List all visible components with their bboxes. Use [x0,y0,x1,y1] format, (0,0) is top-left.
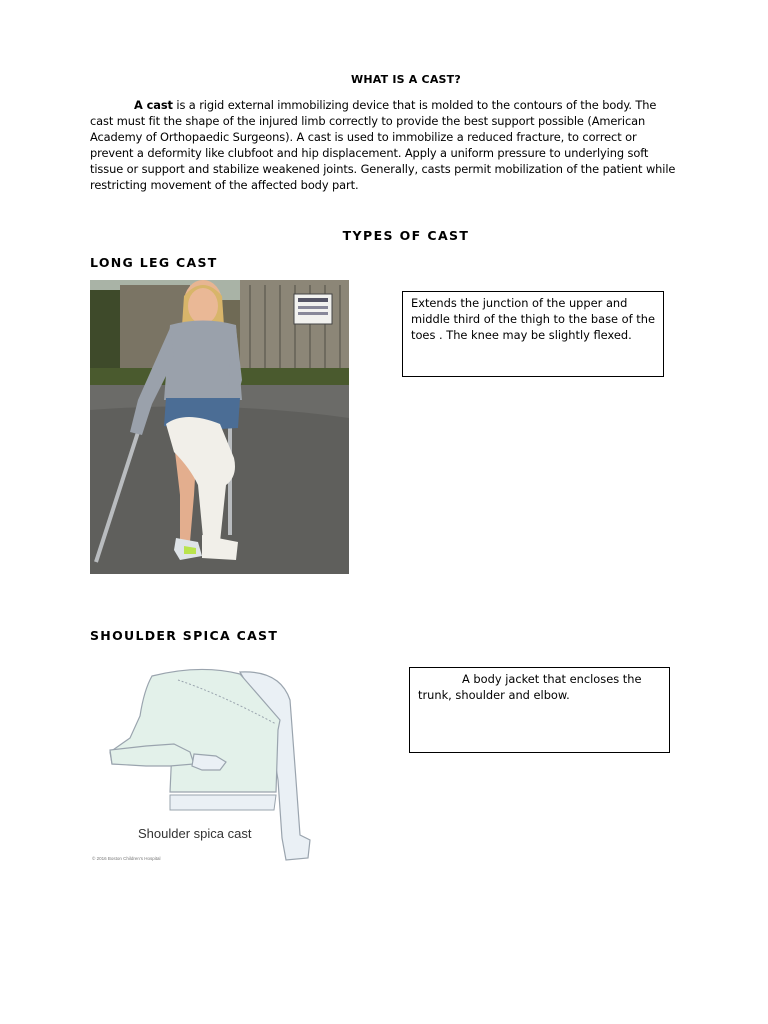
intro-text: is a rigid external immobilizing device that is molded to the contours of the body. The cast must fit the shape of the injured limb correctly to provide the best support possible (American Academy of Orthopaedic Surgeons). A cast is used to immobilize a reduced fracture, to correct or prevent a deformity like clubfoot and hip displacement. Apply a uniform pressure to underlying soft tissue or support and stabilize weakened joints. Generally, casts permit mobilization of the patient while restricting movement of the affected body part. [90,98,676,192]
shoulder-spica-cast-description [409,667,670,753]
intro-term: A cast [134,98,173,112]
long-leg-cast-photo [90,280,349,574]
document-title: WHAT IS A CAST? [351,73,461,86]
long-leg-cast-heading: LONG LEG CAST [90,255,218,270]
shoulder-spica-cast-heading: SHOULDER SPICA CAST [90,628,279,643]
illustration-credit: © 2016 Boston Children's Hospital [92,856,161,861]
types-heading: TYPES OF CAST [342,228,470,243]
long-leg-cast-description: Extends the junction of the upper and middle third of the thigh to the base of the toes . The knee may be slightly flexed. [402,291,664,377]
illustration-caption: Shoulder spica cast [138,826,252,841]
shoulder-spica-cast-description-text: A body jacket that encloses the trunk, shoulder and elbow. [418,672,642,702]
intro-paragraph [90,97,680,193]
shoulder-spica-cast-illustration [90,660,320,866]
